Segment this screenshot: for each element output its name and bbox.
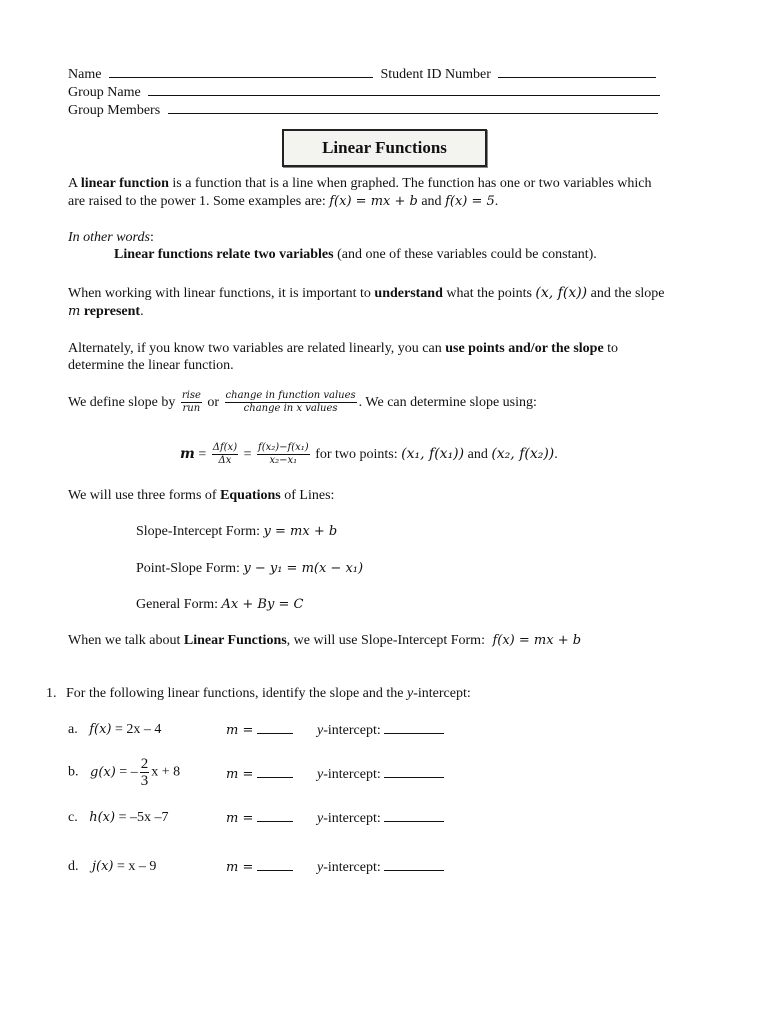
form-equation: y − y₁ = m(x − x₁)	[243, 561, 364, 576]
function-name: j(x)	[92, 859, 114, 874]
slope-answer-blank[interactable]	[257, 721, 293, 734]
item-c-intercept	[317, 809, 444, 828]
alternately-bold: use points and/or the slope	[445, 341, 604, 356]
student-id-label: Student ID Number	[380, 67, 491, 82]
intercept-label: -intercept:	[323, 811, 381, 826]
understand-text: and the slope	[587, 286, 665, 301]
represent-bold: represent	[80, 304, 141, 319]
understand-line-1	[68, 284, 665, 303]
intercept-label: -intercept:	[323, 723, 381, 738]
m-label: m =	[226, 860, 254, 875]
question-text: -intercept:	[413, 686, 471, 701]
item-a	[68, 721, 161, 739]
group-name-row	[68, 82, 660, 102]
function-rhs: = 2x – 4	[115, 722, 162, 737]
item-b	[68, 756, 180, 789]
change-ratio	[225, 390, 357, 415]
point-notation: (x, f(x))	[535, 285, 588, 301]
slope-m: m	[180, 446, 195, 462]
form-label: Slope-Intercept Form:	[136, 524, 264, 539]
intercept-answer-blank[interactable]	[384, 721, 444, 734]
run: run	[182, 403, 201, 415]
slope-formula	[180, 440, 558, 469]
student-id-field[interactable]	[498, 64, 656, 78]
other-words-label	[68, 229, 154, 247]
period: .	[554, 447, 558, 462]
intro-line-1	[68, 175, 652, 193]
item-letter: a.	[68, 722, 78, 737]
difference-numerator: f(x₂)−f(x₁)	[258, 442, 309, 454]
alternately-line-2	[68, 357, 234, 375]
intro-text: .	[494, 194, 499, 209]
form-equation: y = mx + b	[263, 524, 338, 539]
understand-text: When working with linear functions, it is important to	[68, 286, 375, 301]
item-letter: c.	[68, 810, 78, 825]
function-name: g(x)	[90, 764, 116, 780]
question-number: 1.	[46, 686, 57, 701]
slope-def-text: . We can determine slope using:	[358, 395, 537, 410]
y-label: y	[317, 860, 324, 875]
item-c	[68, 809, 168, 827]
other-words-text: (and one of these variables could be constant).	[333, 247, 597, 262]
slope-def-text: We define slope by	[68, 395, 179, 410]
group-name-field[interactable]	[148, 82, 660, 96]
y-label: y	[317, 811, 324, 826]
intro-text: are raised to the power 1. Some examples are:	[68, 194, 330, 209]
period: .	[140, 304, 144, 319]
intercept-answer-blank[interactable]	[384, 809, 444, 822]
forms-intro	[68, 487, 334, 505]
equals-sign: =	[243, 447, 252, 462]
group-members-field[interactable]	[168, 100, 658, 114]
linear-talk	[68, 632, 581, 650]
item-letter: b.	[68, 764, 79, 780]
intercept-label: -intercept:	[323, 767, 381, 782]
item-d-intercept	[317, 858, 444, 877]
rise-over-run	[181, 390, 202, 415]
m-label: m =	[226, 811, 254, 826]
group-members-row	[68, 100, 658, 120]
change-denominator: change in x values	[243, 403, 338, 415]
m-label: m =	[226, 767, 254, 782]
general-form	[136, 596, 303, 614]
y-label: y	[317, 767, 324, 782]
forms-text: of Lines:	[280, 488, 335, 503]
page-title	[282, 129, 487, 167]
slope-answer-blank[interactable]	[257, 858, 293, 871]
page-title-text: Linear Functions	[322, 138, 447, 157]
equals-sign: =	[198, 447, 207, 462]
linear-talk-equation: f(x) = mx + b	[492, 633, 582, 648]
form-label: General Form:	[136, 597, 222, 612]
item-a-slope	[226, 721, 293, 740]
slope-symbol: m	[68, 304, 81, 319]
forms-bold: Equations	[220, 488, 281, 503]
item-d-slope	[226, 858, 293, 877]
point-2: (x₂, f(x₂))	[491, 446, 555, 462]
function-name: f(x)	[89, 722, 112, 737]
change-numerator: change in function values	[225, 390, 356, 402]
slope-answer-blank[interactable]	[257, 809, 293, 822]
intro-text: and	[417, 194, 446, 209]
understand-line-2	[68, 303, 144, 321]
name-label: Name	[68, 67, 102, 82]
delta-denominator: Δx	[218, 455, 232, 467]
function-name: h(x)	[89, 810, 116, 825]
point-slope-form	[136, 560, 363, 578]
intro-text: is a function that is a line when graphed. The function has one or two variables which	[168, 176, 652, 191]
forms-text: We will use three forms of	[68, 488, 221, 503]
form-equation: Ax + By = C	[221, 597, 304, 612]
alternately-text: determine the linear function.	[68, 358, 234, 373]
and-text: and	[464, 447, 492, 462]
function-rhs: = x – 9	[117, 859, 157, 874]
intercept-answer-blank[interactable]	[384, 765, 444, 778]
slope-answer-blank[interactable]	[257, 765, 293, 778]
delta-numerator: Δf(x)	[212, 442, 238, 454]
group-name-label: Group Name	[68, 85, 141, 100]
other-words-line	[114, 246, 597, 264]
item-b-slope	[226, 765, 293, 784]
rise: rise	[181, 390, 201, 402]
fraction-numerator: 2	[140, 756, 149, 772]
alternately-line-1	[68, 340, 618, 358]
question-1	[46, 685, 471, 703]
slope-definition	[68, 390, 537, 416]
form-label: Point-Slope Form:	[136, 561, 244, 576]
colon: :	[149, 230, 154, 245]
other-words-italic: In other words	[68, 230, 150, 245]
understand-bold: understand	[374, 286, 443, 301]
slope-intercept-form	[136, 523, 337, 541]
question-y: y	[406, 686, 414, 701]
linear-talk-text: , we will use Slope-Intercept Form:	[286, 633, 489, 648]
intro-line-2	[68, 193, 498, 211]
item-letter: d.	[68, 859, 79, 874]
example-equation: f(x) = mx + b	[329, 194, 418, 209]
m-label: m =	[226, 723, 254, 738]
example-equation: f(x) = 5	[445, 194, 495, 209]
y-label: y	[317, 723, 324, 738]
group-members-label: Group Members	[68, 103, 161, 118]
item-c-slope	[226, 809, 293, 828]
two-thirds-fraction	[140, 756, 150, 789]
linear-talk-text: When we talk about	[68, 633, 184, 648]
question-text: For the following linear functions, identify the slope and the	[66, 686, 407, 701]
item-b-intercept	[317, 765, 444, 784]
function-rhs: x + 8	[151, 764, 181, 780]
item-d	[68, 858, 156, 876]
or-text: or	[203, 395, 223, 410]
name-field[interactable]	[109, 64, 373, 78]
intercept-answer-blank[interactable]	[384, 858, 444, 871]
delta-fraction	[212, 442, 238, 467]
difference-fraction	[257, 442, 310, 467]
alternately-text: to	[603, 341, 619, 356]
other-words-bold: Linear functions relate two variables	[114, 247, 334, 262]
intercept-label: -intercept:	[323, 860, 381, 875]
linear-talk-bold: Linear Functions	[183, 633, 287, 648]
name-row	[68, 64, 656, 84]
alternately-text: Alternately, if you know two variables are related linearly, you can	[68, 341, 446, 356]
intro-text: A	[68, 176, 81, 191]
function-rhs: = –	[119, 764, 138, 780]
intro-bold: linear function	[80, 176, 169, 191]
understand-text: what the points	[442, 286, 536, 301]
point-1: (x₁, f(x₁))	[401, 446, 465, 462]
two-points-text: for two points:	[311, 447, 402, 462]
item-a-intercept	[317, 721, 444, 740]
fraction-denominator: 3	[140, 773, 149, 789]
difference-denominator: x₂−x₁	[269, 455, 298, 467]
function-rhs: = –5x –7	[118, 810, 169, 825]
